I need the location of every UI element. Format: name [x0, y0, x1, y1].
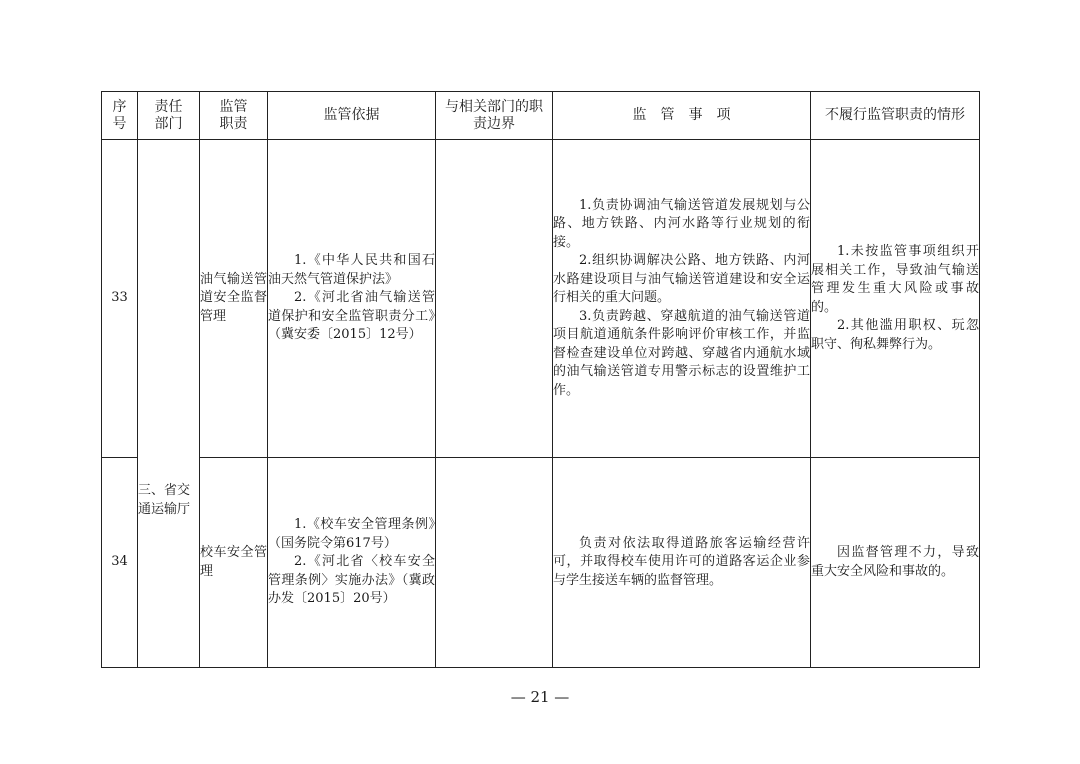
header-seq: 序号: [102, 92, 138, 140]
supervision-item: 1.负责协调油气输送管道发展规划与公路、地方铁路、内河水路等行业规划的衔接。: [553, 197, 810, 250]
table-row: [102, 140, 980, 458]
header-dept: 责任部门: [138, 92, 200, 140]
basis-item: 1.《校车安全管理条例》（国务院令第617号）: [268, 517, 435, 551]
header-basis: 监管依据: [268, 92, 436, 140]
table-header-row: [102, 92, 980, 140]
row-duty: 油气输送管道安全监督管理: [200, 140, 268, 458]
basis-item: 2.《河北省油气输送管道保护和安全监管职责分工》（冀安委〔2015〕12号）: [268, 290, 435, 343]
row-basis: [268, 458, 436, 668]
department-label: 三、省交通运输厅: [138, 483, 191, 517]
header-boundary: 与相关部门的职责边界: [436, 92, 553, 140]
row-boundary: [436, 140, 553, 458]
row-seq: 33: [102, 140, 138, 458]
row-seq: 34: [102, 458, 138, 668]
failure-item: 2.其他滥用职权、玩忽职守、徇私舞弊行为。: [811, 318, 979, 352]
header-failure: 不履行监管职责的情形: [811, 92, 980, 140]
table-row: [102, 458, 980, 668]
supervision-item: 3.负责跨越、穿越航道的油气输送管道项目航道通航条件影响评价审核工作，并监督检查建设单位对跨越、穿越省内通航水域的油气输送管道专用警示标志的设置维护工作。: [553, 308, 810, 398]
row-duty: 校车安全管理: [200, 458, 268, 668]
basis-item: 2.《河北省〈校车安全管理条例〉实施办法》（冀政办发〔2015〕20号）: [268, 554, 435, 607]
row-failure: [811, 458, 980, 668]
failure-item: 1.未按监管事项组织开展相关工作，导致油气输送管理发生重大风险或事故的。: [811, 244, 979, 315]
supervision-item: 2.组织协调解决公路、地方铁路、内河水路建设项目与油气输送管道建设和安全运行相关的重大问题。: [553, 253, 810, 306]
regulatory-duty-table: [101, 91, 980, 668]
row-items: [553, 458, 811, 668]
failure-item: 因监督管理不力，导致重大安全风险和事故的。: [811, 545, 979, 579]
row-failure: [811, 140, 980, 458]
supervision-item: 负责对依法取得道路旅客运输经营许可，并取得校车使用许可的道路客运企业参与学生接送车辆的监督管理。: [553, 535, 810, 588]
responsible-department: [138, 140, 200, 668]
header-items: 监 管 事 项: [553, 92, 811, 140]
header-duty: 监管职责: [200, 92, 268, 140]
basis-item: 1.《中华人民共和国石油天然气管道保护法》: [268, 253, 435, 287]
page-number: — 21 —: [510, 688, 570, 706]
row-items: [553, 140, 811, 458]
row-boundary: [436, 458, 553, 668]
row-basis: [268, 140, 436, 458]
